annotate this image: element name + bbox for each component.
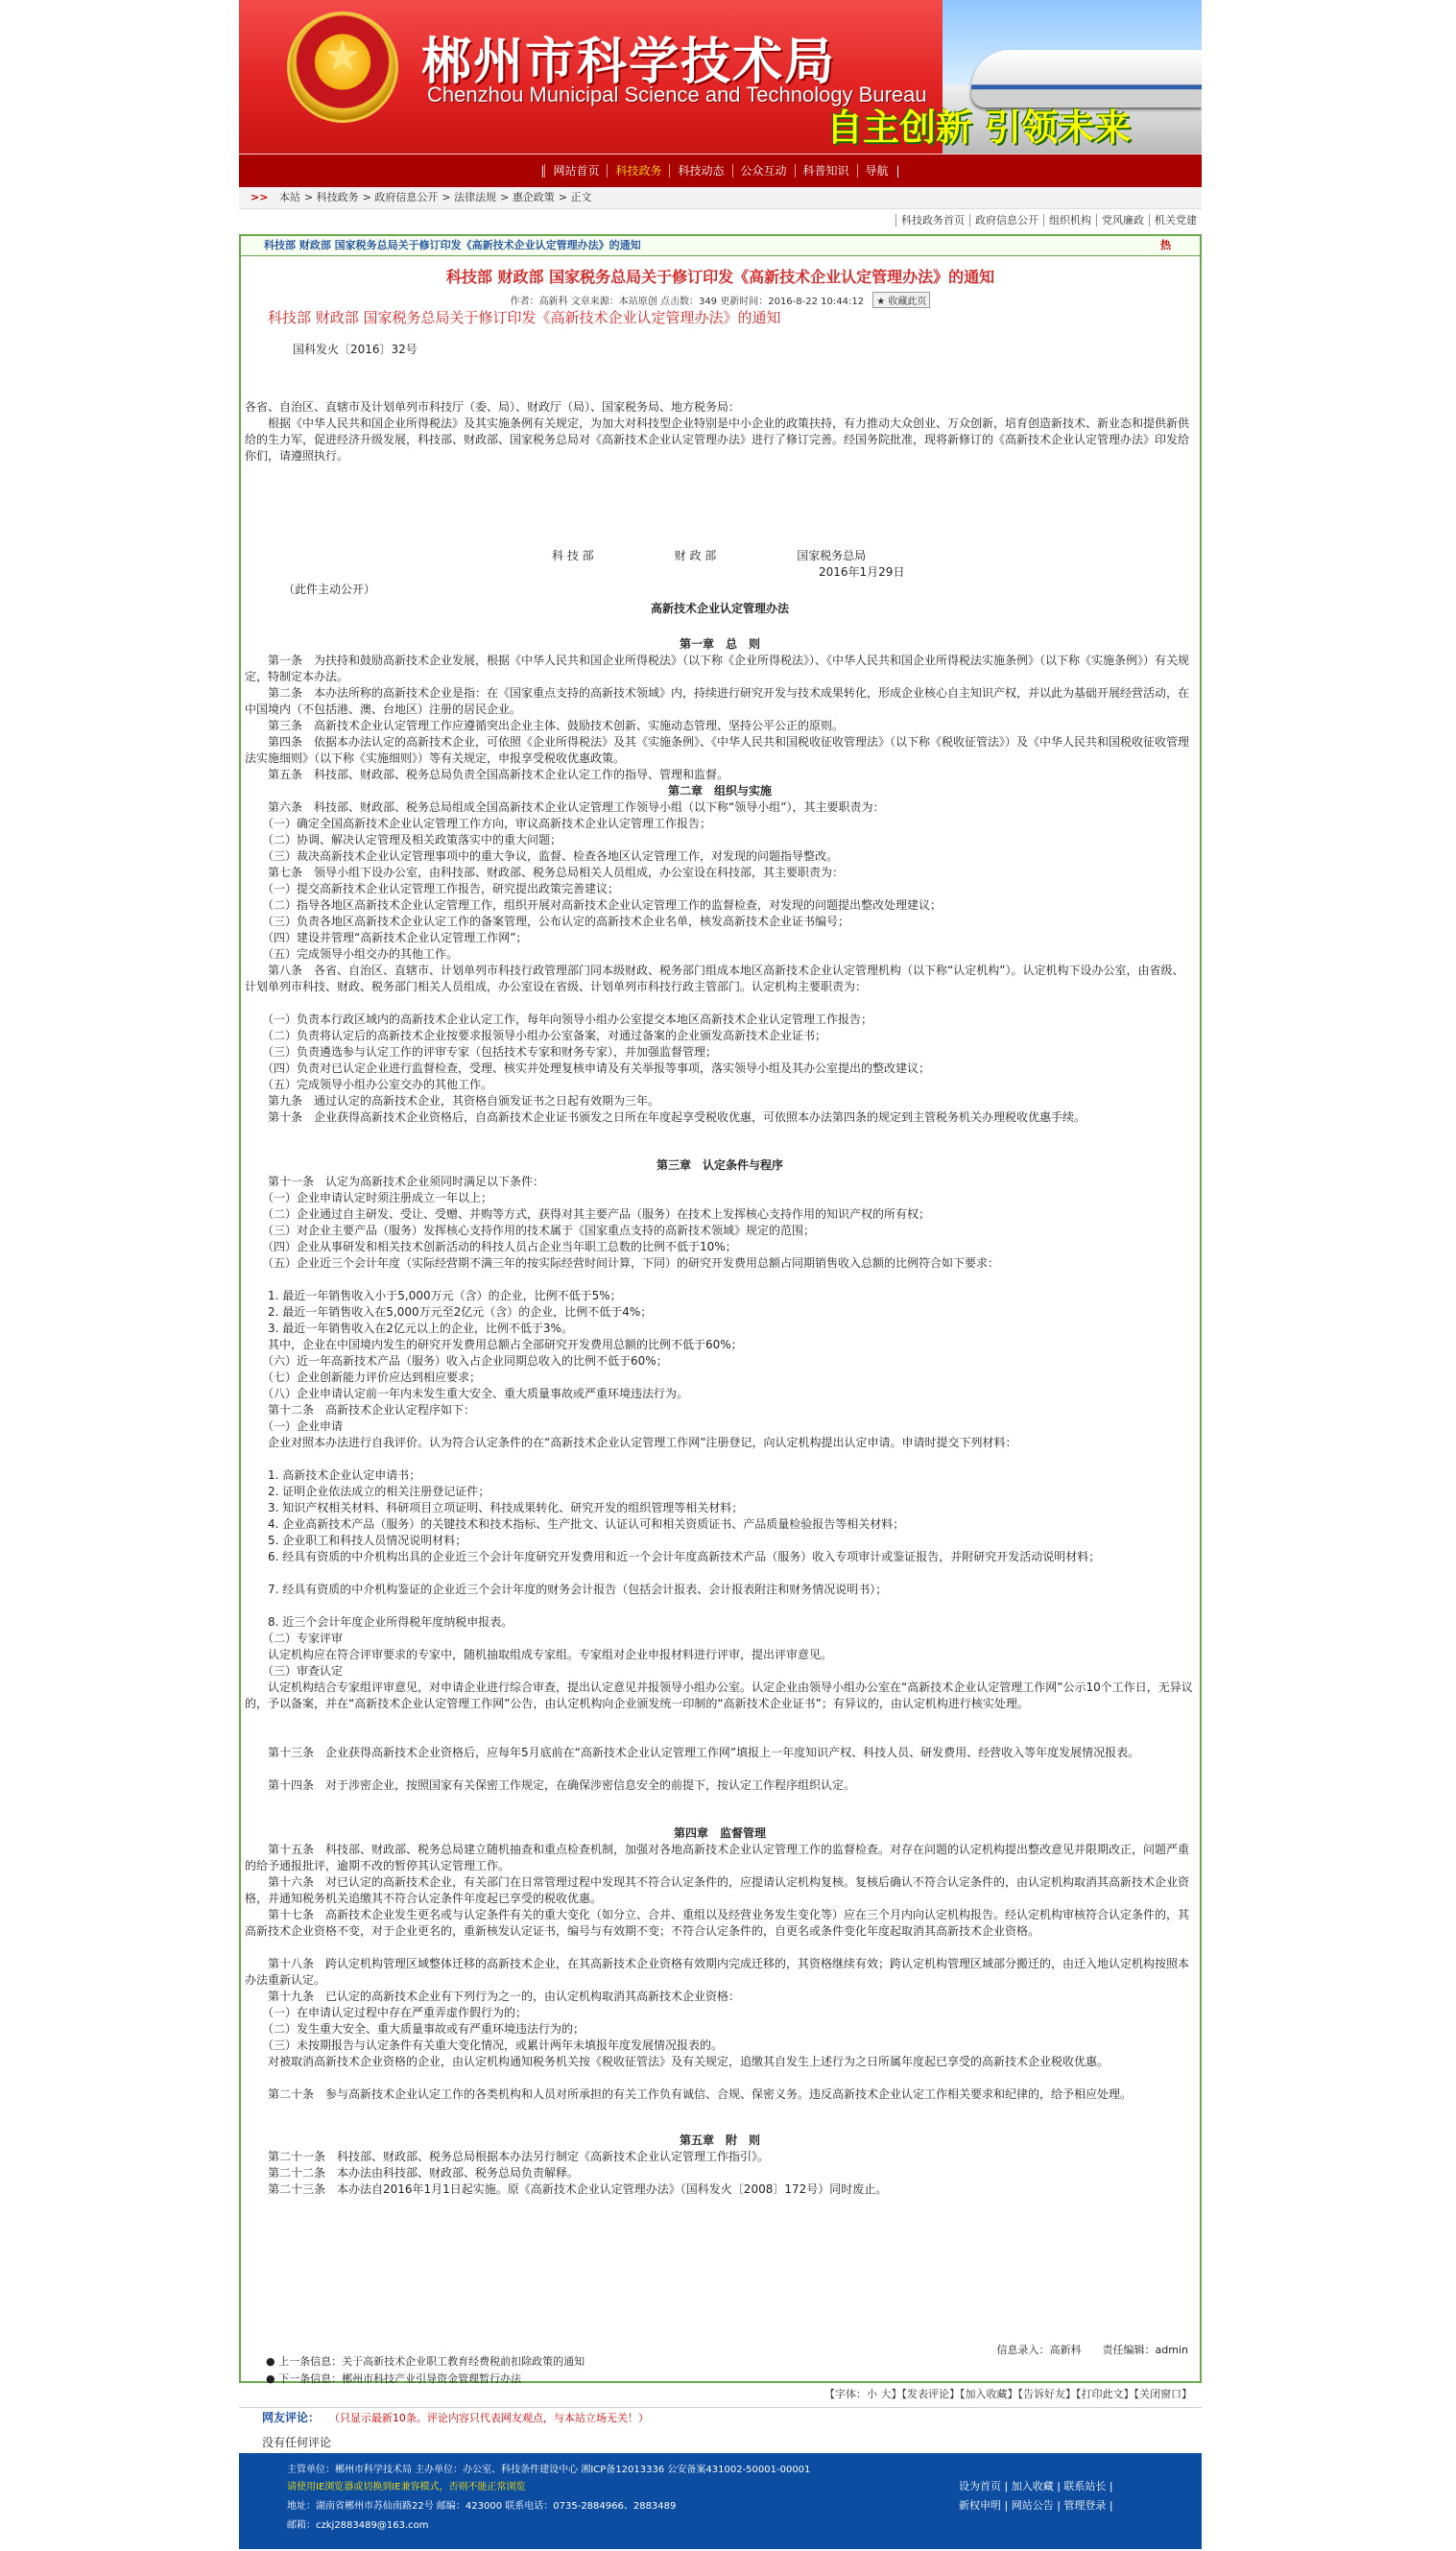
nav-guide[interactable]: 导航	[857, 164, 896, 178]
main-nav: | 网站首页 科技政务 科技动态 公众互动 科普知识 导航 |	[239, 154, 1202, 187]
nav-home[interactable]: 网站首页	[544, 164, 607, 178]
sub-links	[239, 211, 1202, 230]
footer-warning: 请使用IE浏览器或切换到IE兼容模式，否则不能正常浏览	[287, 2482, 526, 2492]
comment-label: 网友评论：	[262, 2411, 321, 2424]
chapter-4: 第四章 监督管理	[673, 1826, 766, 1840]
article-subtitle: 科技部 财政部 国家税务总局关于修订印发《高新技术企业认定管理办法》的通知	[268, 309, 781, 326]
nav-news[interactable]: 科技动态	[669, 164, 731, 178]
info-entry: 信息录入：高新科 责任编辑：admin	[996, 2344, 1188, 2356]
ch4-p8: 对被取消高新技术企业资格的企业，由认定机构通知税务机关按《税收征管法》及有关规定，追缴其自发生上述行为之日所属年度起已享受的高新技术企业税收优惠。	[245, 2055, 1110, 2068]
sublink-org[interactable]: 组织机构	[1043, 214, 1096, 226]
ch2-p4: 第七条 领导小组下设办公室，由科技部、财政部、税务总局相关人员组成，办公室设在科技部，其主要职责为：	[245, 866, 845, 879]
box-header	[241, 236, 1200, 256]
sublink-open[interactable]: 政府信息公开	[969, 214, 1043, 226]
ch3-p13: 第十二条 高新技术企业认定程序如下：	[245, 1403, 476, 1417]
ch2-p9: （五）完成领导小组交办的其他工作。	[245, 947, 459, 961]
ch2-p10: 第八条 各省、自治区、直辖市、计划单列市科技行政管理部门同本级财政、税务部门组成本地区高新技术企业认定管理机构（以下称“认定机构”）。认定机构下设办公室，由省级、计划单列市科技、财政、税务部门相关人员组成，办公室设在省级、计划单列市科技行政主管部门。认定机构主要职责为：	[245, 964, 1184, 993]
para-recipients: 各省、自治区、直辖市及计划单列市科技厅（委、局）、财政厅（局）、国家税务局、地方税务局：	[245, 400, 741, 414]
nav-interaction[interactable]: 公众互动	[732, 164, 795, 178]
ch3-p25: 认定机构应在符合评审要求的专家中，随机抽取组成专家组。专家组对企业申报材料进行评审，提出评审意见。	[245, 1648, 833, 1661]
breadcrumb: >> 本站 > 科技政务 > 政府信息公开 > 法律法规 > 惠企政策 > 正文	[239, 187, 1202, 209]
ch2-p5: （一）提交高新技术企业认定管理工作报告，研究提出政策完善建议；	[245, 882, 620, 895]
footer-email: 邮箱：czkj2883489@163.com	[287, 2520, 429, 2531]
ch3-p24: （二）专家评审	[245, 1632, 344, 1645]
crumb-laws[interactable]: 法律法规	[454, 191, 497, 203]
sublink-clean[interactable]: 党风廉政	[1096, 214, 1149, 226]
ch3-p4: （四）企业从事研发和相关技术创新活动的科技人员占企业当年职工总数的比例不低于10%；	[245, 1240, 737, 1253]
ch3-p5: （五）企业近三个会计年度（实际经营期不满三年的按实际经营时间计算，下同）的研究开发费用总额占同期销售收入总额的比例符合如下要求：	[245, 1256, 1000, 1270]
ch3-p9: 其中，企业在中国境内发生的研究开发费用总额占全部研究开发费用总额的比例不低于60%；	[245, 1338, 743, 1351]
site-title-en: Chenzhou Municipal Science and Technology Bureau	[427, 83, 927, 107]
ch3-p10: （六）近一年高新技术产品（服务）收入占企业同期总收入的比例不低于60%；	[245, 1354, 668, 1368]
article-tools[interactable]: 【字体：小 大】【发表评论】【加入收藏】【告诉好友】【打印此文】【关闭窗口】	[824, 2388, 1192, 2400]
crumb-open[interactable]: 政府信息公开	[374, 191, 439, 203]
ch3-p15: 企业对照本办法进行自我评价。认为符合认定条件的在“高新技术企业认定管理工作网”注册登记，向认定机构提出认定申请。申请时提交下列材料：	[245, 1436, 1017, 1449]
ch3-p0: 第十一条 认定为高新技术企业须同时满足以下条件：	[245, 1175, 545, 1188]
slogan: 自主创新 引领未来	[826, 106, 1132, 149]
comment-tip: （只显示最新10条。评论内容只代表网友观点，与本站立场无关！）	[328, 2412, 649, 2424]
crumb-site[interactable]: 本站	[278, 191, 300, 203]
ch3-p18: 3. 知识产权相关材料、科研项目立项证明、科技成果转化、研究开发的组织管理等相关材料；	[245, 1501, 744, 1514]
ch3-p27: 认定机构结合专家组评审意见，对申请企业进行综合审查，提出认定意见并报领导小组办公室。认定企业由领导小组办公室在“高新技术企业认定管理工作网”公示10个工作日，无异议的，予以备案，并在“高新技术企业认定管理工作网”公告，由认定机构向企业颁发统一印制的“高新技术企业证书”；有异议的，由认定机构进行核实处理。	[245, 1681, 1193, 1710]
ch4-p5: （一）在申请认定过程中存在严重弄虚作假行为的；	[245, 2006, 528, 2019]
para-intro: 根据《中华人民共和国企业所得税法》及其实施条例有关规定，为加大对科技型企业特别是中小企业的政策扶持，有力推动大众创业、万众创新，培育创造新技术、新业态和提供新供给的生力军，促进经济升级发展，科技部、财政部、国家税务总局对《高新技术企业认定管理办法》进行了修订完善。经国务院批准，现将新修订的《高新技术企业认定管理办法》印发给你们，请遵照执行。	[245, 417, 1190, 463]
ch4-p3: 第十八条 跨认定机构管理区域整体迁移的高新技术企业，在其高新技术企业资格有效期内完成迁移的，其资格继续有效；跨认定机构管理区域部分搬迁的，由迁入地认定机构按照本办法重新认定。	[245, 1957, 1190, 1987]
ch3-p14: （一）企业申请	[245, 1419, 344, 1433]
ch3-p22: 7. 经具有资质的中介机构鉴证的企业近三个会计年度的财务会计报告（包括会计报表、会计报表附注和财务情况说明书）；	[245, 1583, 888, 1596]
ch3-p28: 第十三条 企业获得高新技术企业资格后，应每年5月底前在“高新技术企业认定管理工作网”填报上一年度知识产权、科技人员、研发费用、经营收入等年度发展情况报表。	[245, 1746, 1140, 1759]
prev-link[interactable]: ● 上一条信息：关于高新技术企业职工教育经费税前扣除政策的通知	[266, 2355, 585, 2368]
ch3-p1: （一）企业申请认定时须注册成立一年以上；	[245, 1191, 493, 1204]
favorite-button[interactable]: ★ 收藏此页	[872, 292, 930, 308]
ch4-p6: （二）发生重大安全、重大质量事故或有严重环境违法行为的；	[245, 2022, 585, 2036]
ch2-p0: 第六条 科技部、财政部、税务总局组成全国高新技术企业认定管理工作领导小组（以下称“领导小组”），其主要职责为：	[245, 800, 885, 814]
article-meta	[241, 292, 1200, 308]
article-box	[239, 234, 1202, 2383]
ch3-p20: 5. 企业职工和科技人员情况说明材料；	[245, 1534, 467, 1547]
ch4-p2: 第十七条 高新技术企业发生更名或与认定条件有关的重大变化（如分立、合并、重组以及经营业务发生变化等）应在三个月内向认定机构报告。经认定机构审核符合认定条件的，其高新技术企业资格不变，对于企业更名的，重新核发认定证书，编号与有效期不变；不符合认定条件的，自更名或条件变化年度起取消其高新技术企业资格。	[245, 1908, 1190, 1938]
ch4-p0: 第十五条 科技部、财政部、税务总局建立随机抽查和重点检查机制，加强对各地高新技术企业认定管理工作的监督检查。对存在问题的认定机构提出整改意见并限期改正，问题严重的给予通报批评，逾期不改的暂停其认定管理工作。	[245, 1843, 1190, 1872]
header-banner	[239, 0, 1202, 154]
crumb-gov[interactable]: 科技政务	[316, 191, 359, 203]
no-comment: 没有任何评论	[262, 2436, 332, 2449]
ch5-p1: 第二十二条 本办法由科技部、财政部、税务总局负责解释。	[245, 2166, 580, 2180]
ch2-p6: （二）指导各地区高新技术企业认定管理工作，组织开展对高新技术企业认定管理工作的监督检查，对发现的问题提出整改处理建议；	[245, 898, 943, 912]
ch4-p7: （三）未按期报告与认定条件有关重大变化情况，或累计两年未填报年度发展情况报表的。	[245, 2038, 724, 2052]
ch2-p3: （三）裁决高新技术企业认定管理事项中的重大争议，监督、检查各地区认定管理工作，对发现的问题指导整改。	[245, 849, 839, 863]
nav-gov-affairs[interactable]: 科技政务	[607, 164, 669, 178]
sign-date: 2016年1月29日	[819, 565, 905, 579]
ch2-p14: （四）负责对已认定企业进行监督检查，受理、核实并处理复核申请及有关举报等事项，落实领导小组及其办公室提出的整改建议；	[245, 1061, 931, 1075]
ch3-p2: （二）企业通过自主研发、受让、受赠、并购等方式，获得对其主要产品（服务）在技术上发挥核心支持作用的知识产权的所有权；	[245, 1207, 931, 1221]
ch3-p8: 3. 最近一年销售收入在2亿元以上的企业，比例不低于3%。	[245, 1322, 573, 1335]
site-footer	[239, 2453, 1202, 2549]
article-title: 科技部 财政部 国家税务总局关于修订印发《高新技术企业认定管理办法》的通知	[445, 268, 995, 286]
ch4-p9: 第二十条 参与高新技术企业认定工作的各类机构和人员对所承担的有关工作负有诚信、合规、保密义务。违反高新技术企业认定工作相关要求和纪律的，给予相应处理。	[245, 2087, 1133, 2101]
ch5-p0: 第二十一条 科技部、财政部、税务总局根据本办法另行制定《高新技术企业认定管理工作指引》。	[245, 2150, 770, 2163]
ch1-art5: 第五条 科技部、财政部、税务总局负责全国高新技术企业认定工作的指导、管理和监督。	[245, 768, 729, 781]
ch4-p4: 第十九条 已认定的高新技术企业有下列行为之一的，由认定机构取消其高新技术企业资格：	[245, 1990, 741, 2003]
footer-links-1[interactable]: 设为首页 | 加入收藏 | 联系站长 |	[959, 2480, 1113, 2492]
ch2-p16: 第九条 通过认定的高新技术企业，其资格自颁发证书之日起有效期为三年。	[245, 1094, 660, 1108]
ch2-p7: （三）负责各地区高新技术企业认定工作的备案管理，公布认定的高新技术企业名单，核发高新技术企业证书编号；	[245, 915, 850, 928]
site-title: 郴州市科学技术局	[421, 33, 837, 91]
ch3-p12: （八）企业申请认定前一年内未发生重大安全、重大质量事故或严重环境违法行为。	[245, 1387, 689, 1400]
ch2-p1: （一）确定全国高新技术企业认定管理工作方向，审议高新技术企业认定管理工作报告；	[245, 817, 712, 830]
ch3-p19: 4. 企业高新技术产品（服务）的关键技术和技术指标、生产批文、认证认可和相关资质证书、产品质量检验报告等相关材料；	[245, 1517, 905, 1531]
ch2-p11: （一）负责本行政区域内的高新技术企业认定工作，每年向领导小组办公室提交本地区高新技术企业认定管理工作报告；	[245, 1013, 873, 1026]
footer-links-2[interactable]: 新权申明 | 网站公告 | 管理登录 |	[959, 2499, 1113, 2512]
ch4-p1: 第十六条 对已认定的高新技术企业，有关部门在日常管理过程中发现其不符合认定条件的，应提请认定机构复核。复核后确认不符合认定条件的，由认定机构取消其高新技术企业资格，并通知税务机关追缴其不符合认定条件年度起已享受的税收优惠。	[245, 1875, 1190, 1905]
article-meta-text: 作者：高新科 文章来源：本站原创 点击数：349 更新时间：2016-8-22 10:44:12	[510, 297, 865, 307]
sublink-party[interactable]: 机关党建	[1149, 214, 1202, 226]
next-link[interactable]: ● 下一条信息：郴州市科技产业引导资金管理暂行办法	[266, 2372, 522, 2385]
chapter-5: 第五章 附 则	[679, 2134, 760, 2147]
ch1-art3: 第三条 高新技术企业认定管理工作应遵循突出企业主体、鼓励技术创新、实施动态管理、坚持公平公正的原则。	[245, 719, 845, 732]
box-header-title: 科技部 财政部 国家税务总局关于修订印发《高新技术企业认定管理办法》的通知	[264, 239, 641, 251]
footer-line1: 主管单位：郴州市科学技术局 主办单位：办公室、科技条件建设中心 湘ICP备12013336 公安备案431002-50001-00001	[287, 2465, 811, 2475]
comment-bar	[239, 2407, 1202, 2427]
ch3-p26: （三）审查认定	[245, 1664, 344, 1678]
doc-number: 国科发火〔2016〕32号	[293, 343, 418, 356]
ch2-p15: （五）完成领导小组办公室交办的其他工作。	[245, 1078, 493, 1091]
nav-science[interactable]: 科普知识	[795, 164, 857, 178]
ch3-p16: 1. 高新技术企业认定申请书；	[245, 1468, 421, 1482]
footer-address: 地址：湖南省郴州市苏仙南路22号 邮编：423000 联系电话：0735-2884966、2883489	[287, 2501, 677, 2512]
ch1-art4: 第四条 依据本办法认定的高新技术企业，可依照《企业所得税法》及其《实施条例》、《中华人民共和国税收征收管理法》（以下称《税收征管法》）及《中华人民共和国税收征收管理法实施细则》（以下称《实施细则》）等有关规定，申报享受税收优惠政策。	[245, 735, 1190, 765]
ch3-p17: 2. 证明企业依法成立的相关注册登记证件；	[245, 1485, 490, 1498]
chapter-2: 第二章 组织与实施	[667, 784, 772, 798]
national-emblem-icon	[287, 12, 398, 123]
ch3-p3: （三）对企业主要产品（服务）发挥核心支持作用的技术属于《国家重点支持的高新技术领域》规定的范围；	[245, 1224, 816, 1237]
signers: 科 技 部 财 政 部 国家税务总局	[552, 549, 867, 562]
ch1-art2: 第二条 本办法所称的高新技术企业是指：在《国家重点支持的高新技术领域》内，持续进行研究开发与技术成果转化，形成企业核心自主知识产权，并以此为基础开展经营活动，在中国境内（不包括港、澳、台地区）注册的居民企业。	[245, 686, 1190, 716]
ch3-p11: （七）企业创新能力评价应达到相应要求；	[245, 1371, 482, 1384]
ch2-p13: （三）负责遴选参与认定工作的评审专家（包括技术专家和财务专家），并加强监督管理；	[245, 1045, 718, 1059]
ch3-p21: 6. 经具有资质的中介机构出具的企业近三个会计年度研究开发费用和近一个会计年度高新技术产品（服务）收入专项审计或鉴证报告，并附研究开发活动说明材料；	[245, 1550, 1101, 1563]
ch1-art1: 第一条 为扶持和鼓励高新技术企业发展，根据《中华人民共和国企业所得税法》（以下称《企业所得税法》）、《中华人民共和国企业所得税法实施条例》（以下称《实施条例》）有关规定，特制定本办法。	[245, 654, 1190, 683]
ch3-p29: 第十四条 对于涉密企业，按照国家有关保密工作规定，在确保涉密信息安全的前提下，按认定工作程序组织认定。	[245, 1778, 856, 1792]
ch2-p2: （二）协调、解决认定管理及相关政策落实中的重大问题；	[245, 833, 562, 846]
crumb-current: 正文	[570, 191, 592, 203]
ch3-p6: 1. 最近一年销售收入小于5,000万元（含）的企业，比例不低于5%；	[245, 1289, 622, 1302]
doc-title: 高新技术企业认定管理办法	[650, 602, 789, 615]
chapter-1: 第一章 总 则	[679, 637, 760, 651]
chapter-3: 第三章 认定条件与程序	[656, 1158, 783, 1172]
ch2-p8: （四）建设并管理“高新技术企业认定管理工作网”；	[245, 931, 528, 944]
hot-badge: 热	[1160, 239, 1171, 251]
publish-note: （此件主动公开）	[283, 583, 376, 596]
sublink-home[interactable]: 科技政务首页	[895, 214, 969, 226]
ch2-p17: 第十条 企业获得高新技术企业资格后，自高新技术企业证书颁发之日所在年度起享受税收优惠，可依照本办法第四条的规定到主管税务机关办理税收优惠手续。	[245, 1110, 1086, 1124]
ch2-p12: （二）负责将认定后的高新技术企业按要求报领导小组办公室备案，对通过备案的企业颁发高新技术企业证书；	[245, 1029, 827, 1042]
ch3-p23: 8. 近三个会计年度企业所得税年度纳税申报表。	[245, 1615, 513, 1629]
ch5-p2: 第二十三条 本办法自2016年1月1日起实施。原《高新技术企业认定管理办法》（国科发火〔2008〕172号）同时废止。	[245, 2182, 888, 2196]
ch3-p7: 2. 最近一年销售收入在5,000万元至2亿元（含）的企业，比例不低于4%；	[245, 1305, 653, 1319]
double-arrow-icon: >>	[251, 191, 269, 203]
crumb-policy[interactable]: 惠企政策	[512, 191, 555, 203]
